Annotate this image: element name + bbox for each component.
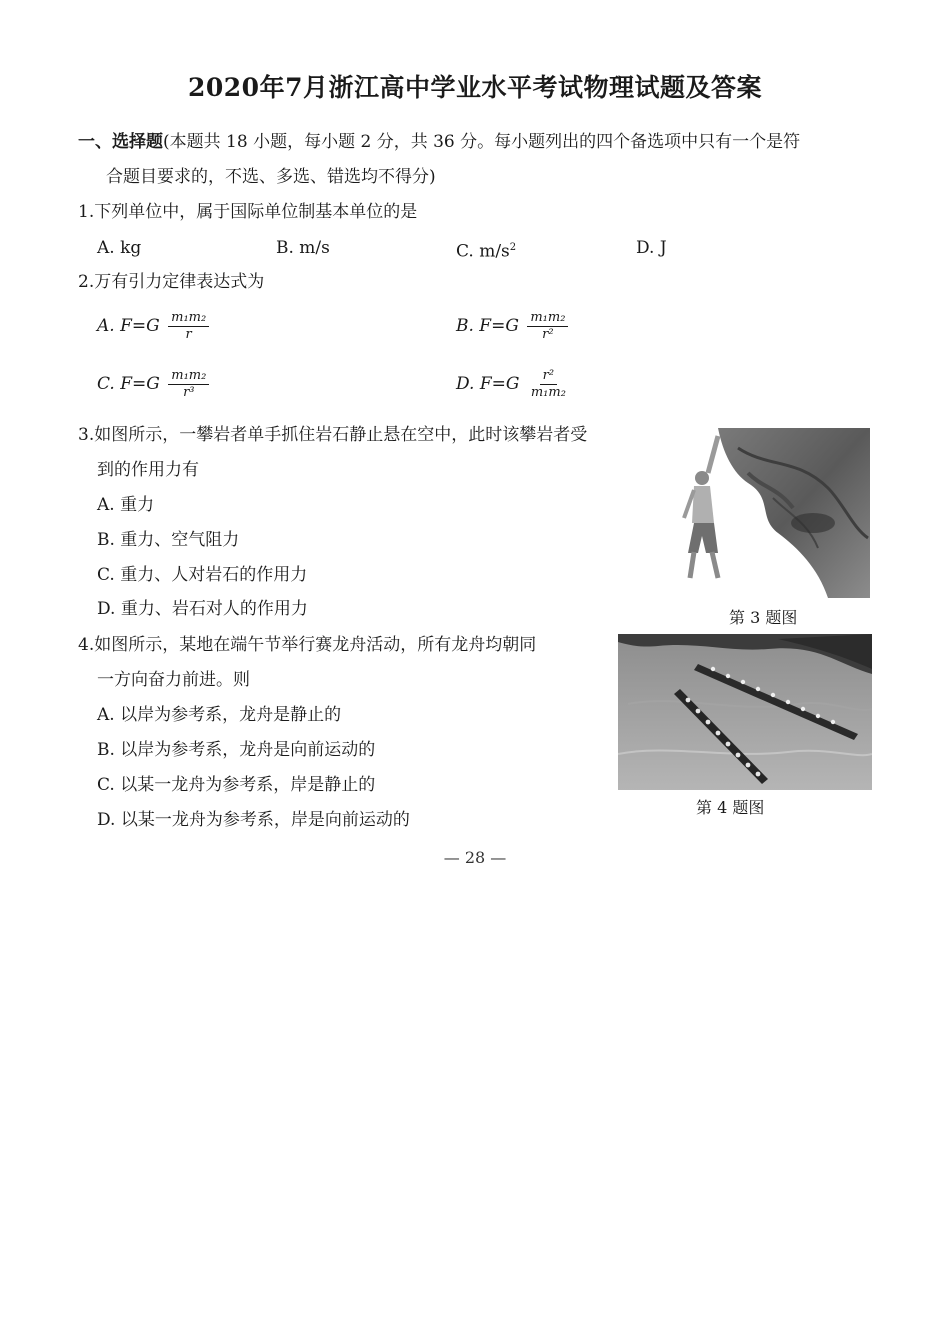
- q3-stem-line2: 到的作用力有: [97, 460, 199, 480]
- q1-option-b: B. m/s: [276, 238, 330, 258]
- q2-option-d-fraction: [528, 368, 569, 401]
- q2-option-d: [456, 368, 569, 401]
- q3-option-c: C. 重力、人对岩石的作用力: [97, 565, 308, 585]
- q4-option-b: B. 以岸为参考系，龙舟是向前运动的: [97, 740, 376, 760]
- q2-option-c-denominator: r³: [183, 385, 195, 400]
- q3-option-b: B. 重力、空气阻力: [97, 530, 240, 550]
- q3-option-d: D. 重力、岩石对人的作用力: [97, 599, 308, 619]
- q4-option-a: A. 以岸为参考系，龙舟是静止的: [97, 705, 342, 725]
- q2-option-c-numerator: m₁m₂: [168, 368, 209, 385]
- q2-option-b-fraction: [527, 310, 568, 343]
- q1-option-c: [456, 236, 516, 264]
- dragon-boat-photo: [618, 634, 872, 790]
- q1-option-a: A. kg: [97, 238, 142, 258]
- q2-option-c-label: C. F=G: [97, 374, 160, 394]
- q2-option-a-numerator: m₁m₂: [168, 310, 209, 327]
- q3-figure-caption: 第 3 题图: [729, 608, 798, 627]
- page-title: 2020年7月浙江高中学业水平考试物理试题及答案: [188, 73, 762, 102]
- q2-option-d-denominator: m₁m₂: [530, 385, 566, 400]
- q1-option-c-sup: 2: [509, 242, 517, 253]
- q2-option-d-label: D. F=G: [456, 374, 520, 394]
- section-note-line1: (本题共 18 小题，每小题 2 分，共 36 分。每小题列出的四个备选项中只有一个是符: [163, 132, 801, 152]
- q4-stem-line2: 一方向奋力前进。则: [97, 670, 250, 690]
- q3-option-a: A. 重力: [97, 495, 155, 515]
- q2-option-a-fraction: [168, 310, 209, 343]
- section-note-line2: 合题目要求的，不选、多选、错选均不得分): [106, 167, 436, 187]
- q2-option-d-numerator: r²: [540, 368, 557, 385]
- q4-option-c: C. 以某一龙舟为参考系，岸是静止的: [97, 775, 376, 795]
- q2-option-c: [97, 368, 209, 401]
- q2-option-b: [456, 310, 568, 343]
- q3-stem-line1: 3.如图所示，一攀岩者单手抓住岩石静止悬在空中，此时该攀岩者受: [78, 425, 588, 445]
- q2-option-a: [97, 310, 209, 343]
- q2-option-a-label: A. F=G: [97, 316, 160, 336]
- q4-stem-line1: 4.如图所示，某地在端午节举行赛龙舟活动，所有龙舟均朝同: [78, 635, 537, 655]
- q2-option-a-denominator: r: [185, 327, 192, 342]
- q1-option-c-text: C. m/s: [456, 241, 510, 262]
- q1-stem: 1.下列单位中，属于国际单位制基本单位的是: [78, 202, 418, 222]
- q2-stem: 2.万有引力定律表达式为: [78, 272, 265, 292]
- q4-figure-caption: 第 4 题图: [696, 798, 765, 817]
- q1-option-d: D. J: [636, 238, 667, 258]
- q2-option-b-denominator: r²: [542, 327, 554, 342]
- page-number: — 28 —: [443, 848, 507, 867]
- q2-option-c-fraction: [168, 368, 209, 401]
- q4-option-d: D. 以某一龙舟为参考系，岸是向前运动的: [97, 810, 410, 830]
- q2-option-b-label: B. F=G: [456, 316, 519, 336]
- section-name: 一、选择题: [78, 132, 163, 152]
- q2-option-b-numerator: m₁m₂: [527, 310, 568, 327]
- rock-climber-photo: [678, 428, 870, 598]
- section-header: [78, 130, 800, 154]
